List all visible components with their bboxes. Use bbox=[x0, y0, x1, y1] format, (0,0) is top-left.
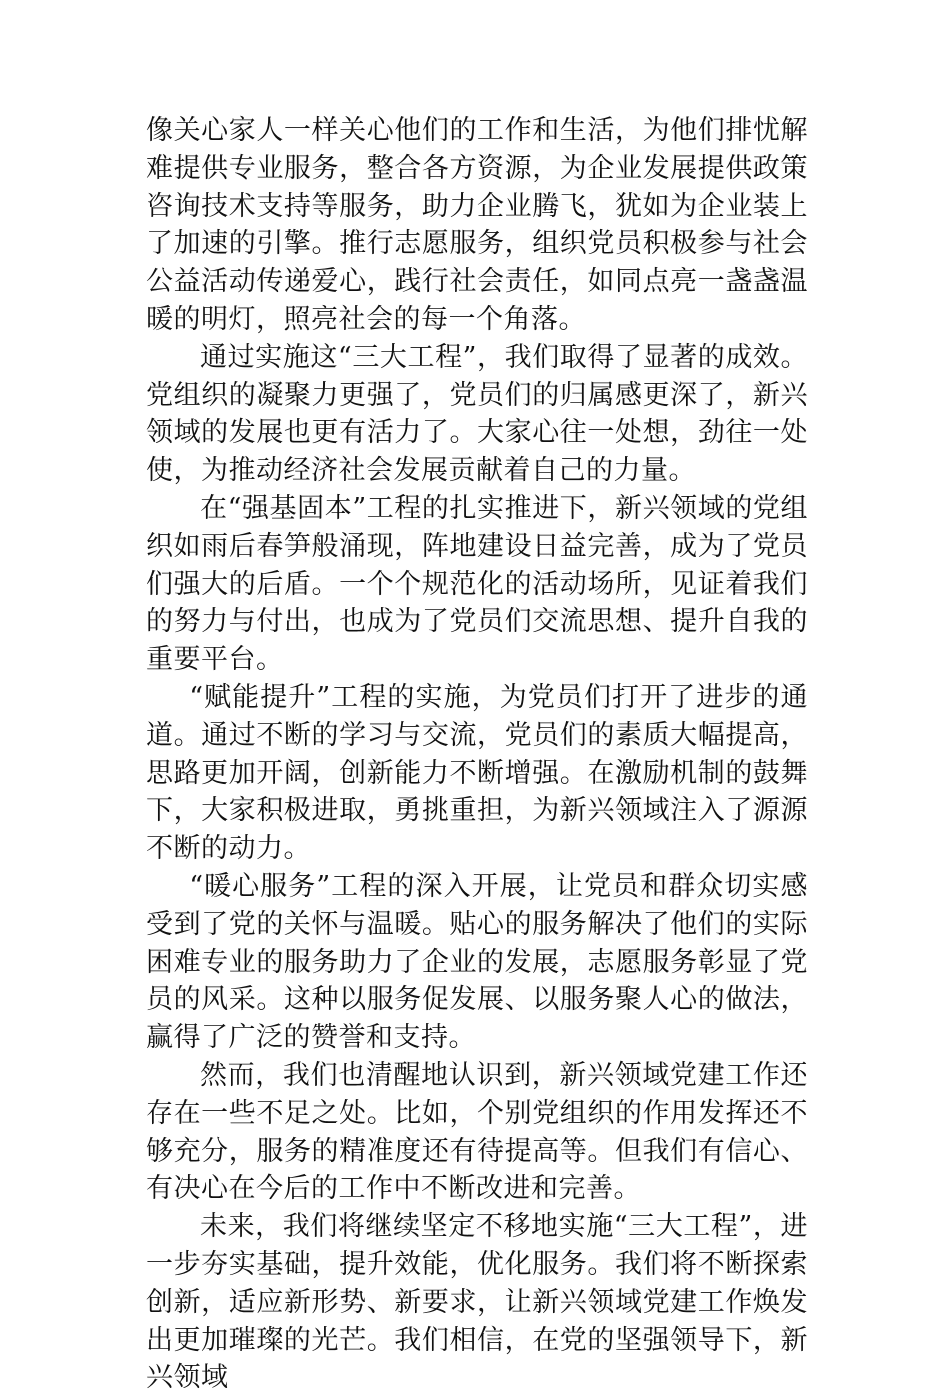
paragraph-shortcomings: 然而，我们也清醒地认识到，新兴领域党建工作还存在一些不足之处。比如，个别党组织的作用发挥还不够充分，服务的精准度还有待提高等。但我们有信心、有决心在今后的工作中不断改进和完善。 bbox=[146, 1059, 808, 1205]
paragraph-strengthen-foundation: 在“强基固本”工程的扎实推进下，新兴领域的党组织如雨后春笋般涌现，阵地建设日益完善，成为了党员们强大的后盾。一个个规范化的活动场所，见证着我们的努力与付出，也成为了党员们交流思想、提升自我的重要平台。 bbox=[146, 492, 808, 676]
paragraph-empowerment: “赋能提升”工程的实施，为党员们打开了进步的通道。通过不断的学习与交流，党员们的素质大幅提高，思路更加开阔，创新能力不断增强。在激励机制的鼓舞下，大家积极进取，勇挑重担，为新兴领域注入了源源不断的动力。 bbox=[146, 681, 808, 865]
paragraph-future: 未来，我们将继续坚定不移地实施“三大工程”，进一步夯实基础，提升效能，优化服务。我们将不断探索创新，适应新形势、新要求，让新兴领域党建工作焕发出更加璀璨的光芒。我们相信，在党的坚强领导下，新兴领域 bbox=[146, 1211, 808, 1394]
paragraph-warm-service: “暖心服务”工程的深入开展，让党员和群众切实感受到了党的关怀与温暖。贴心的服务解决了他们的实际困难专业的服务助力了企业的发展，志愿服务彰显了党员的风采。这种以服务促发展、以服务聚人心的做法，赢得了广泛的赞誉和支持。 bbox=[146, 870, 808, 1054]
paragraph-continuation: 像关心家人一样关心他们的工作和生活，为他们排忧解难提供专业服务，整合各方资源，为企业发展提供政策咨询技术支持等服务，助力企业腾飞，犹如为企业装上了加速的引擎。推行志愿服务，组织党员积极参与社会公益活动传递爱心，践行社会责任，如同点亮一盏盏温暖的明灯，照亮社会的每一个角落。 bbox=[146, 115, 808, 335]
document-page bbox=[146, 112, 808, 1397]
paragraph-results: 通过实施这“三大工程”，我们取得了显著的成效。党组织的凝聚力更强了，党员们的归属感更深了，新兴领域的发展也更有活力了。大家心往一处想，劲往一处使，为推动经济社会发展贡献着自己的力量。 bbox=[146, 341, 808, 487]
